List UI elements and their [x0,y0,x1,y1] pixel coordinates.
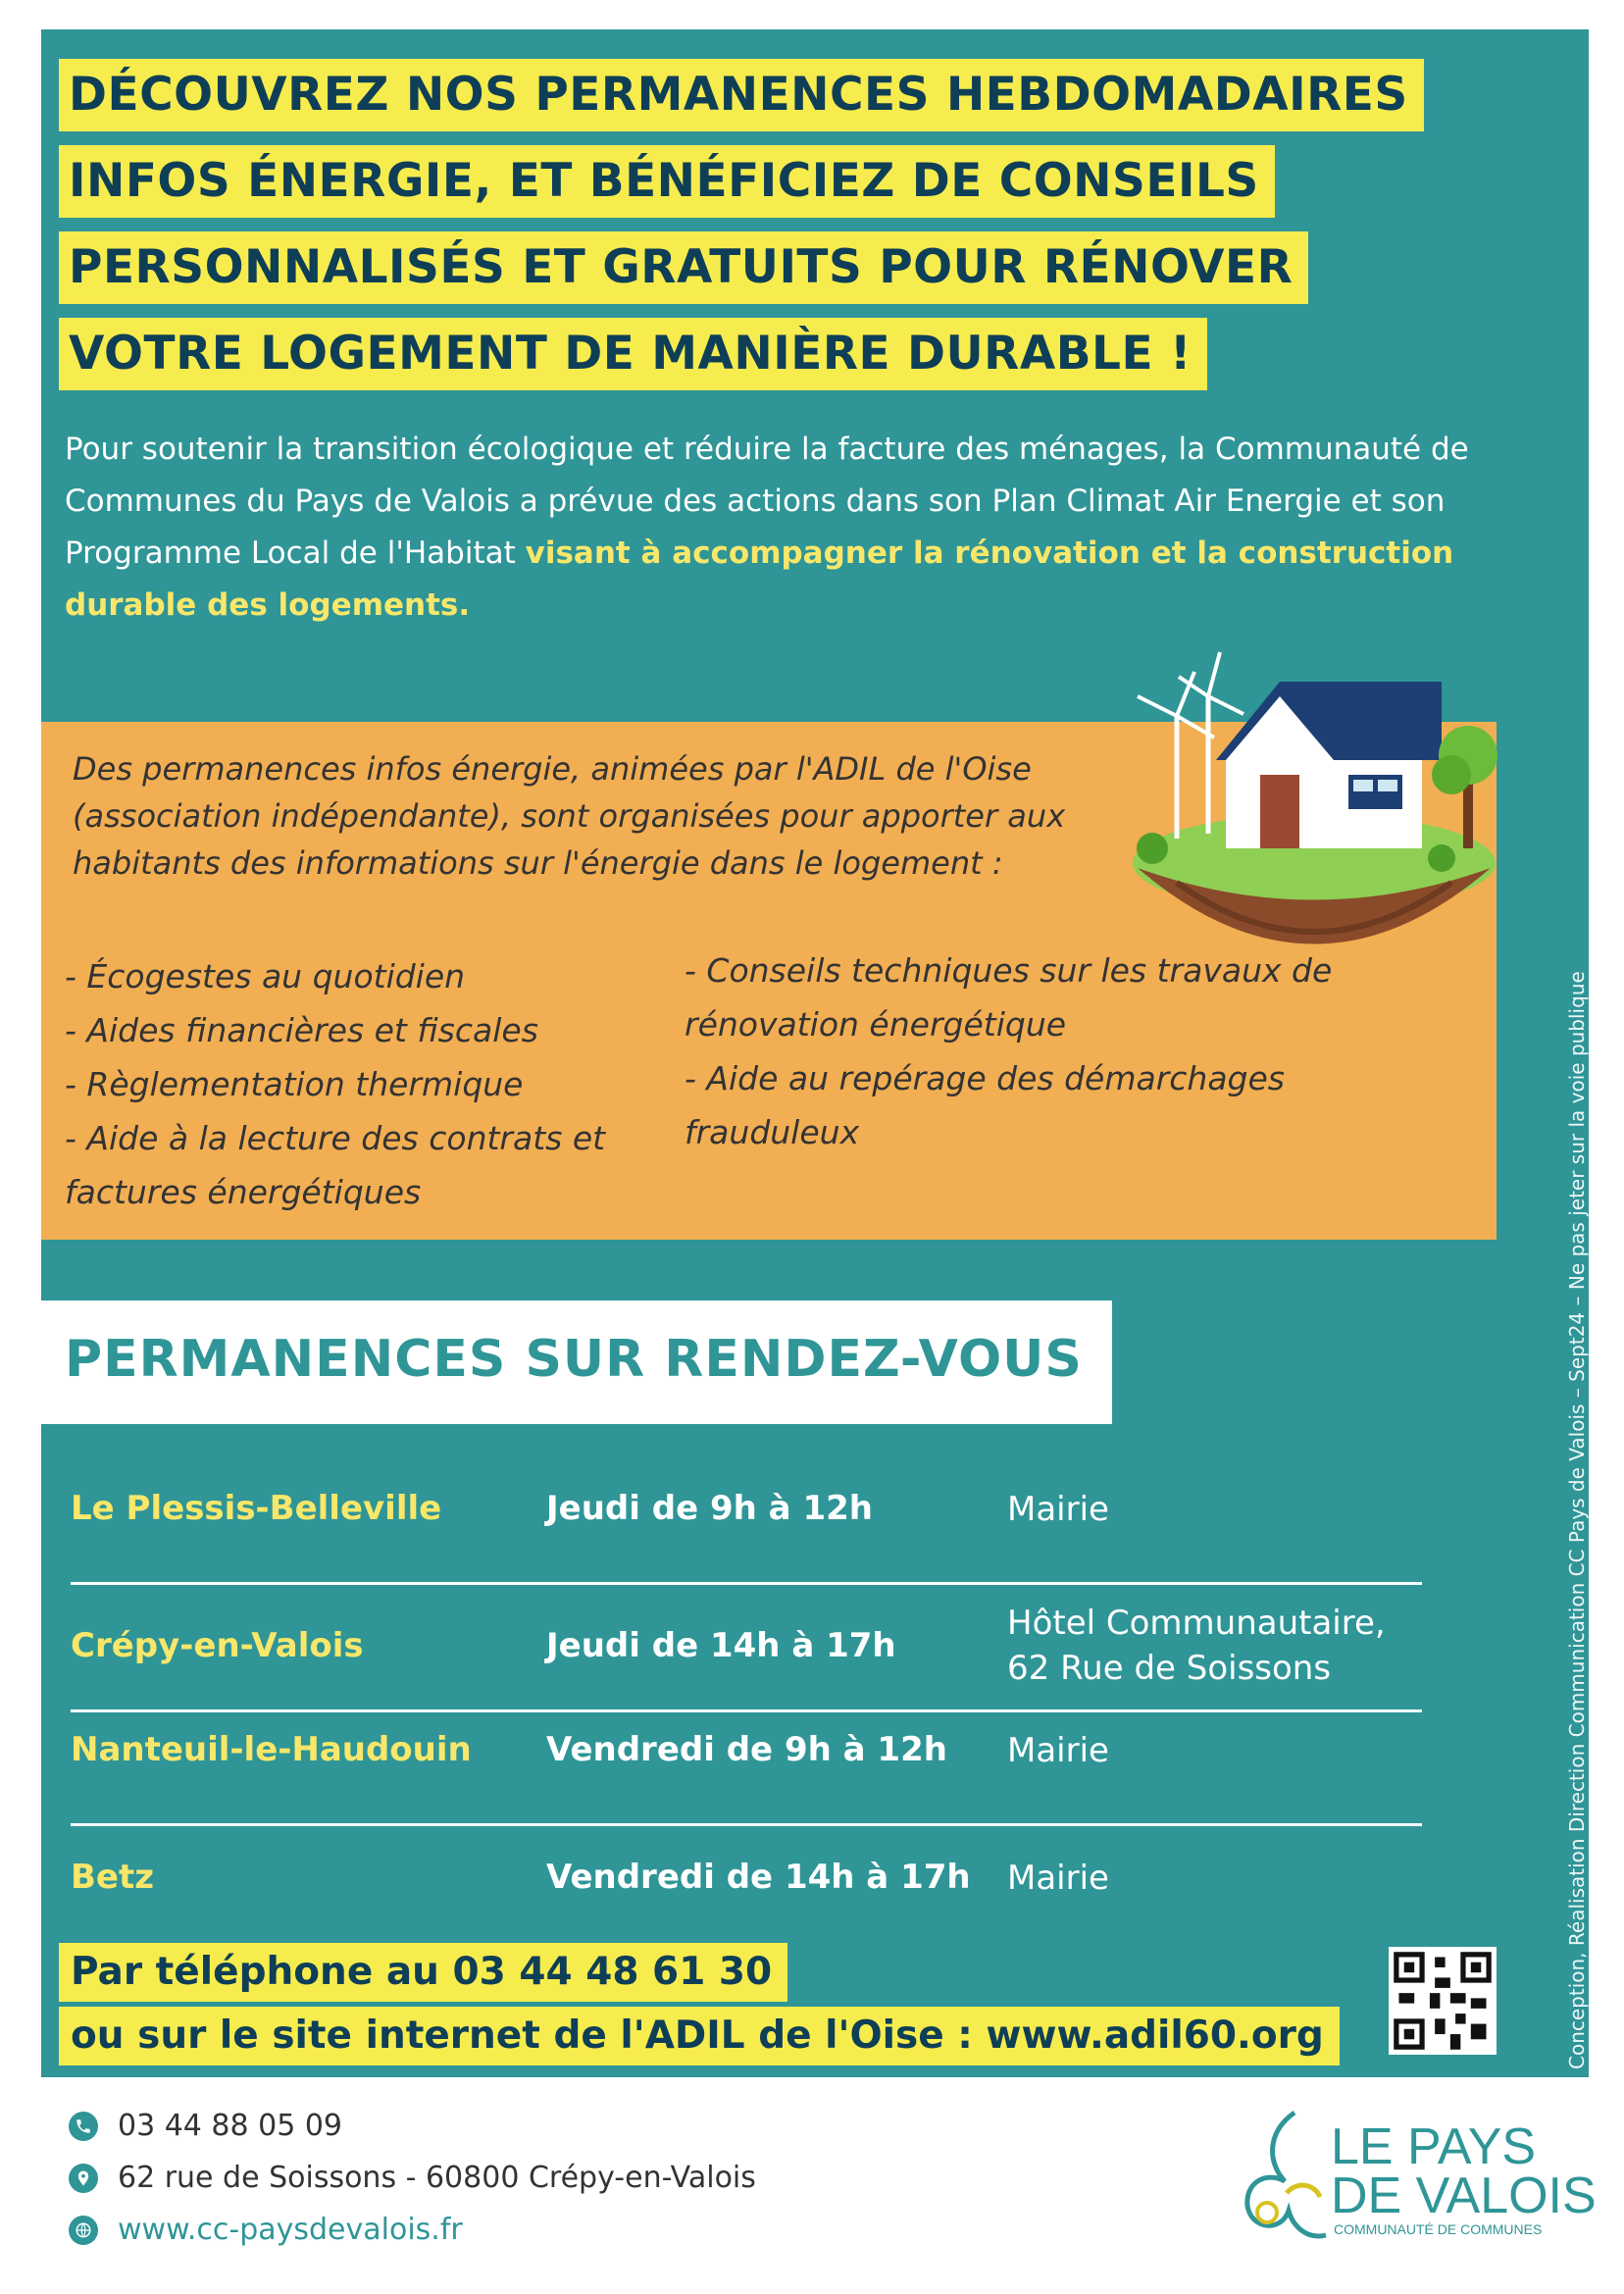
phone-icon [69,2112,98,2141]
time-cell: Jeudi de 14h à 17h [546,1626,896,1665]
headline-line-2: INFOS ÉNERGIE, ET BÉNÉFICIEZ DE CONSEILS [59,145,1275,218]
footer-address-text: 62 rue de Soissons - 60800 Crépy-en-Valois [118,2161,756,2195]
footer-website[interactable] [69,2213,463,2247]
web-contact-line: ou sur le site internet de l'ADIL de l'Oise : www.adil60.org [59,2007,1340,2065]
pays-de-valois-logo [1238,2103,1597,2260]
footer-phone [69,2109,342,2143]
list-item: - Conseils techniques sur les travaux de rénovation énergétique [685,951,1333,1044]
headline-line-4: VOTRE LOGEMENT DE MANIÈRE DURABLE ! [59,318,1207,390]
list-item: - Écogestes au quotidien [65,957,466,995]
table-row [71,1712,1422,1826]
qr-code[interactable] [1389,1947,1497,2055]
list-item: - Règlementation thermique [65,1065,524,1103]
phone-contact-line: Par téléphone au 03 44 48 61 30 [59,1943,787,2002]
place-cell: Mairie [1007,1490,1109,1529]
list-item: - Aides financières et fiscales [65,1011,538,1049]
topics-left-list [65,949,653,1219]
town-cell: Le Plessis-Belleville [71,1489,442,1528]
town-cell: Nanteuil-le-Haudouin [71,1730,472,1769]
table-row [71,1826,1422,1924]
print-credit-note: Conception, Réalisation Direction Communication CC Pays de Valois – Sept24 – Ne pas jeter sur la voie publique [1565,971,1589,2069]
rdv-title-box [41,1300,1112,1424]
time-cell: Vendredi de 9h à 12h [546,1730,947,1769]
location-pin-icon [69,2164,98,2193]
footer-phone-text: 03 44 88 05 09 [118,2109,343,2143]
rdv-title: PERMANENCES SUR RENDEZ-VOUS [65,1330,1083,1389]
place-cell: Hôtel Communautaire, 62 Rue de Soissons [1007,1604,1386,1688]
footer-website-link[interactable]: www.cc-paysdevalois.fr [118,2213,463,2247]
globe-icon [69,2216,98,2245]
headline-line-3: PERSONNALISÉS ET GRATUITS POUR RÉNOVER [59,231,1308,304]
logo-line2: DE VALOIS [1331,2167,1597,2224]
town-cell: Betz [71,1858,155,1897]
logo-line1: LE PAYS [1331,2118,1537,2175]
adil-intro: Des permanences infos énergie, animées par l'ADIL de l'Oise (association indépendante), sont organisées pour apporter aux habitants des informations sur l'énergie dans le logement : [73,750,1066,882]
headline [59,59,1424,404]
list-item: - Aide au repérage des démarchages frauduleux [685,1059,1285,1151]
place-cell: Mairie [1007,1731,1109,1770]
place-cell: Mairie [1007,1859,1109,1898]
footer-address [69,2161,756,2195]
house-island-illustration [1118,637,1510,1010]
table-row [71,1585,1422,1712]
table-row [71,1471,1422,1585]
time-cell: Jeudi de 9h à 12h [546,1489,873,1528]
intro-text: Pour soutenir la transition écologique et réduire la facture des ménages, la Communauté de Communes du Pays de Valois a prévue des actions dans son Plan Climat Air Energie et son Programme Local de l'Habitat [65,432,1469,571]
intro-paragraph [65,424,1565,632]
time-cell: Vendredi de 14h à 17h [546,1858,971,1897]
schedule-table [71,1471,1422,1924]
headline-line-1: DÉCOUVREZ NOS PERMANENCES HEBDOMADAIRES [59,59,1424,131]
list-item: - Aide à la lecture des contrats et factures énergétiques [65,1119,606,1211]
town-cell: Crépy-en-Valois [71,1626,364,1665]
intro-highlight: visant à accompagner la rénovation et la construction durable des logements. [65,535,1454,623]
logo-tagline: COMMUNAUTÉ DE COMMUNES [1334,2221,1543,2237]
